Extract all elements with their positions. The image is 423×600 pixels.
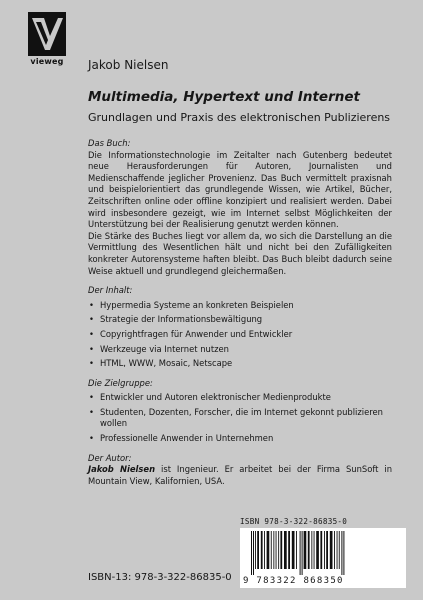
list-item: • Copyrightfragen für Anwender und Entwickler	[88, 329, 392, 341]
section-heading-zielgruppe: Die Zielgruppe:	[88, 377, 153, 388]
publisher-name: vieweg	[30, 57, 64, 66]
back-cover-text	[88, 138, 392, 487]
author-bio: ist Ingenieur. Er arbeitet bei der Firma SunSoft in Mountain View, Kalifornien, USA.	[88, 464, 393, 486]
barcode-digits: 9 783322 868350	[243, 576, 403, 586]
list-item: • Professionelle Anwender in Unternehmen	[88, 433, 392, 445]
book-subtitle: Grundlagen und Praxis des elektronischen Publizierens	[88, 111, 391, 124]
section-heading-autor: Der Autor:	[88, 452, 132, 463]
section-heading-inhalt: Der Inhalt:	[88, 285, 133, 296]
inhalt-list	[88, 300, 392, 370]
autor-paragraph	[88, 464, 392, 487]
isbn-13: ISBN-13: 978-3-322-86835-0	[88, 572, 232, 583]
list-item: • Studenten, Dozenten, Forscher, die im Internet gekonnt publizieren wollen	[88, 407, 392, 430]
author-name: Jakob Nielsen	[88, 464, 156, 475]
list-item: • Werkzeuge via Internet nutzen	[88, 344, 392, 356]
list-item: • Hypermedia Systeme an konkreten Beispielen	[88, 300, 392, 312]
book-title: Multimedia, Hypertext und Internet	[88, 89, 360, 105]
list-item: • Entwickler und Autoren elektronischer Medienprodukte	[88, 392, 392, 404]
author-name-top: Jakob Nielsen	[88, 58, 169, 72]
barcode	[240, 528, 406, 588]
zielgruppe-list	[88, 392, 392, 444]
barcode-isbn: ISBN 978-3-322-86835-0	[240, 517, 348, 526]
vieweg-v-icon	[28, 12, 66, 56]
buch-paragraph-2: Die Stärke des Buches liegt vor allem da, wo sich die Darstellung an die Vermittlung des Wesentlichen hält und nicht bei den Zufälligkeiten konkreter Autorensysteme haften bleibt. Das Buch bleibt dadurch seine Weise aktuell und grundlegend gleichermaßen.	[88, 230, 392, 276]
list-item: • HTML, WWW, Mosaic, Netscape	[88, 358, 392, 370]
barcode-bars	[241, 529, 405, 575]
barcode-block	[240, 517, 410, 589]
publisher-logo	[28, 12, 66, 68]
section-heading-buch: Das Buch:	[88, 138, 131, 148]
buch-paragraph-1: Die Informationstechnologie im Zeitalter nach Gutenberg bedeutet neue Herausforderungen für Autoren, Journalisten und Medienschaffende jeglicher Provenienz. Das Buch vermittelt praxisnah und beispielorientiert das grundlegende Wissen, wie Artikel, Bücher, Zeitschriften online oder offline konzipiert und realisiert werden. Dabei wird insbesondere gezeigt, wie im Internet selbst Möglichkeiten der Unterstützung bei der Realisierung genutzt werden können.	[88, 149, 392, 230]
list-item: • Strategie der Informationsbewältigung	[88, 314, 392, 326]
